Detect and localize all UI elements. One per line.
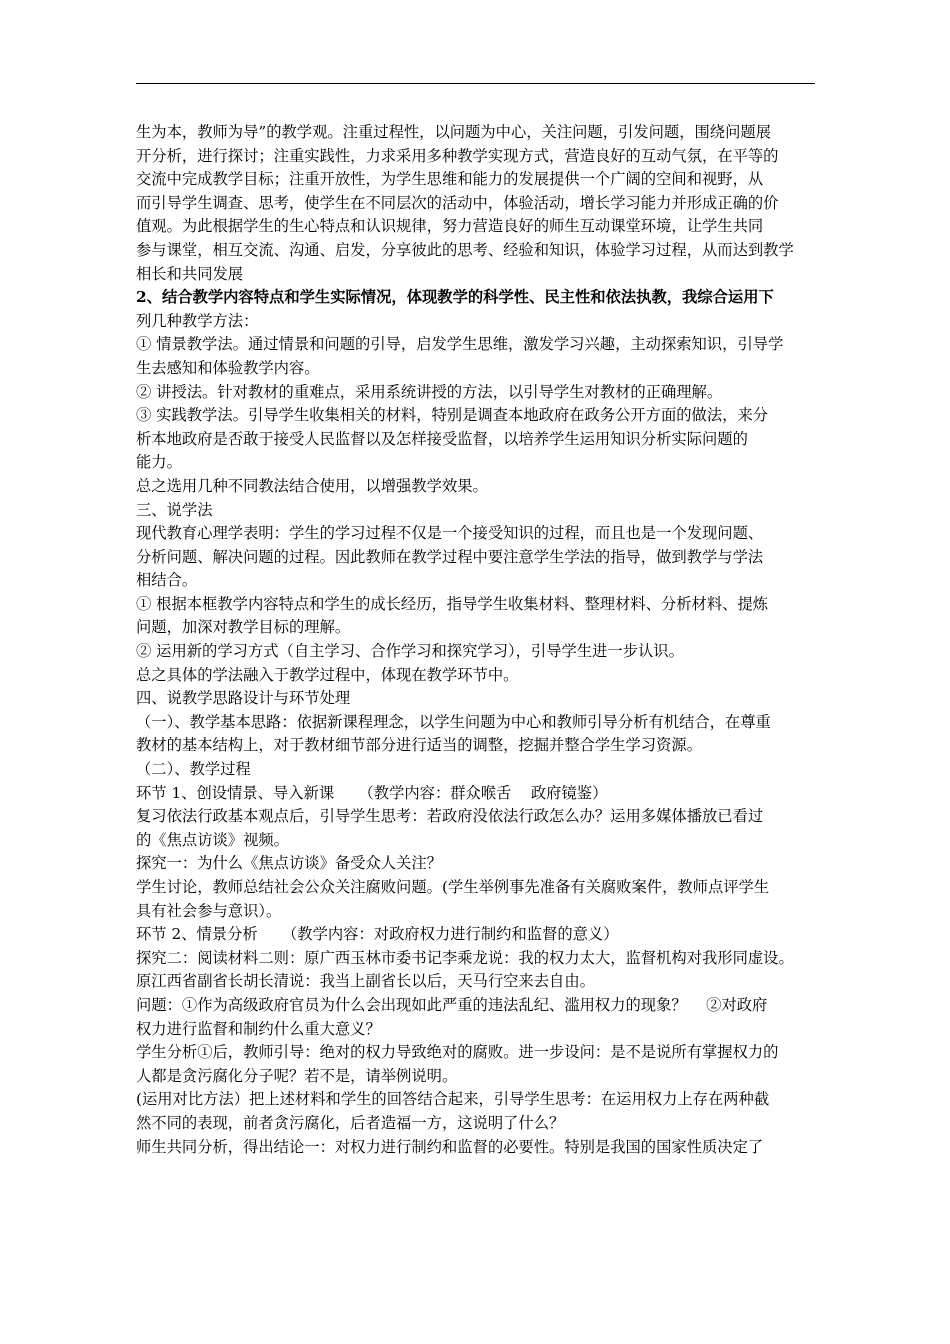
header-rule [136, 83, 815, 84]
text-line: 参与课堂，相互交流、沟通、启发，分享彼此的思考、经验和知识，体验学习过程，从而达到教学 [136, 240, 794, 259]
text-line: 列几种教学方法： [136, 311, 259, 330]
text-line: ③ 实践教学法。引导学生收集相关的材料，特别是调查本地政府在政务公开方面的做法，来分 [136, 406, 769, 425]
text-line: 交流中完成教学目标；注重开放性，为学生思维和能力的发展提供一个广阔的空间和视野，从 [136, 170, 764, 189]
text-line: 生去感知和体验教学内容。 [136, 358, 320, 377]
text-line: 师生共同分析，得出结论一：对权力进行制约和监督的必要性。特别是我国的国家性质决定了 [136, 1137, 764, 1156]
text-line: 总之选用几种不同教法结合使用，以增强教学效果。 [136, 476, 488, 495]
text-line: 教材的基本结构上，对于教材细节部分进行适当的调整，挖掘并整合学生学习资源。 [136, 736, 702, 755]
text-line: 三、说学法 [136, 500, 213, 519]
text-line: 具有社会参与意识）。 [136, 901, 282, 920]
text-line: ① 情景教学法。通过情景和问题的引导，启发学生思维，激发学习兴趣，主动探索知识，引导学 [136, 335, 784, 354]
text-line: 问题，加深对教学目标的理解。 [136, 618, 351, 637]
text-line: 探究二：阅读材料二则：原广西玉林市委书记李乘龙说：我的权力太大，监督机构对我形同虚设。 [136, 948, 794, 967]
text-line: 问题：①作为高级政府官员为什么会出现如此严重的违法乱纪、滥用权力的现象？ ②对政府 [136, 995, 768, 1014]
text-line: 相结合。 [136, 571, 198, 590]
text-line: 环节 2、情景分析 （教学内容：对政府权力进行制约和监督的意义） [136, 925, 619, 944]
text-line: 总之具体的学法融入于教学过程中，体现在教学环节中。 [136, 665, 519, 684]
text-line: 能力。 [136, 453, 182, 472]
text-line: ② 讲授法。针对教材的重难点，采用系统讲授的方法，以引导学生对教材的正确理解。 [136, 382, 723, 401]
text-line: ② 运用新的学习方式（自主学习、合作学习和探究学习），引导学生进一步认识。 [136, 642, 684, 661]
text-line: 环节 1、创设情景、导入新课 （教学内容：群众喉舌 政府镜鉴） [136, 783, 608, 802]
document-body [136, 121, 826, 1159]
text-line: 四、说教学思路设计与环节处理 [136, 689, 351, 708]
text-line: 学生讨论，教师总结社会公众关注腐败问题。(学生举例事先准备有关腐败案件，教师点评学生 [136, 878, 770, 896]
text-line: （一）、教学基本思路：依据新课程理念，以学生问题为中心和教师引导分析有机结合，在尊重 [136, 712, 771, 731]
text-line: （二）、教学过程 [136, 760, 251, 779]
text-line: 2、结合教学内容特点和学生实际情况，体现教学的科学性、民主性和依法执教，我综合运用下 [136, 288, 774, 307]
text-line: 相长和共同发展 [136, 264, 244, 283]
text-line: 人都是贪污腐化分子呢？若不是，请举例说明。 [136, 1066, 458, 1085]
text-line: 值观。为此根据学生的生心特点和认识规律，努力营造良好的师生互动课堂环境，让学生共同 [136, 217, 764, 236]
text-line: 现代教育心理学表明：学生的学习过程不仅是一个接受知识的过程，而且也是一个发现问题、 [136, 524, 764, 543]
text-line: (运用对比方法）把上述材料和学生的回答结合起来，引导学生思考：在运用权力上存在两种截 [136, 1090, 770, 1109]
text-line: 学生分析①后，教师引导：绝对的权力导致绝对的腐败。进一步设问：是不是说所有掌握权力的 [136, 1043, 779, 1062]
text-line: 开分析，进行探讨；注重实践性，力求采用多种教学实现方式，营造良好的互动气氛，在平等的 [136, 146, 779, 165]
text-line: ① 根据本框教学内容特点和学生的成长经历，指导学生收集材料、整理材料、分析材料、提炼 [136, 594, 769, 613]
text-line: 原江西省副省长胡长清说：我当上副省长以后，天马行空来去自由。 [136, 972, 595, 991]
text-line: 权力进行监督和制约什么重大意义？ [136, 1019, 381, 1038]
text-line: 而引导学生调查、思考，使学生在不同层次的活动中，体验活动，增长学习能力并形成正确的价 [136, 193, 779, 212]
text-line: 生为本，教师为导”的教学观。注重过程性，以问题为中心，关注问题，引发问题，围绕问题展 [136, 123, 771, 141]
text-line: 然不同的表现，前者贪污腐化，后者造福一方，这说明了什么？ [136, 1113, 565, 1132]
text-line: 的《焦点访谈》视频。 [136, 830, 289, 849]
text-line: 复习依法行政基本观点后，引导学生思考：若政府没依法行政怎么办？运用多媒体播放已看过 [136, 807, 764, 826]
text-line: 析本地政府是否敢于接受人民监督以及怎样接受监督，以培养学生运用知识分析实际问题的 [136, 429, 748, 448]
text-line: 分析问题、解决问题的过程。因此教师在教学过程中要注意学生学法的指导，做到教学与学法 [136, 547, 764, 566]
text-line: 探究一：为什么《焦点访谈》备受众人关注？ [136, 854, 442, 873]
